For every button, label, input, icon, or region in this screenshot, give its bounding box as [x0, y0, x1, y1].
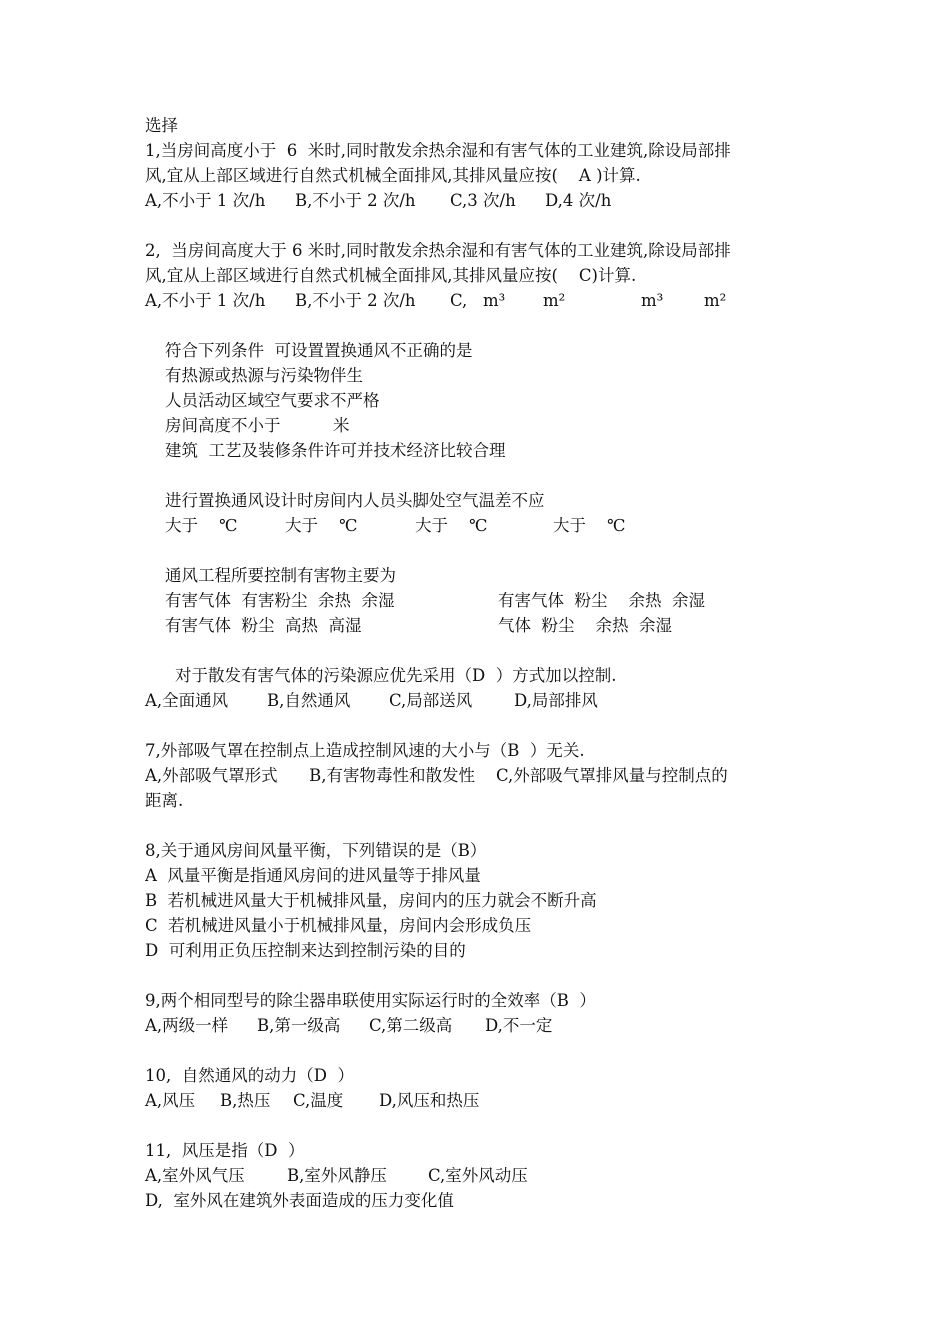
q2-option-a: A,不小于 1 次/h [145, 291, 266, 310]
q11-option-a: A,室外风气压 [145, 1166, 245, 1185]
q1-stem-line1: 1,当房间高度小于 6 米时,同时散发余热余湿和有害气体的工业建筑,除设局部排 [145, 141, 731, 160]
q3-item: 建筑 工艺及装修条件许可并技术经济比较合理 [165, 441, 506, 460]
q4-option: 大于 ℃ [285, 516, 358, 535]
q2-option-b: B,不小于 2 次/h [295, 291, 416, 310]
q11-option-b: B,室外风静压 [287, 1166, 387, 1185]
q7-options-line: 距离. [145, 791, 184, 810]
q1-stem-line2: 风,宜从上部区域进行自然式机械全面排风,其排风量应按( A )计算. [145, 166, 641, 185]
q9-options [145, 1013, 810, 1038]
q5-option: 气体 粉尘 余热 余湿 [498, 616, 672, 635]
q6-stem: 对于散发有害气体的污染源应优先采用（D ）方式加以控制. [175, 666, 617, 685]
q6-option-d: D,局部排风 [514, 691, 598, 710]
q8-stem: 8,关于通风房间风量平衡，下列错误的是（B） [145, 841, 487, 860]
q9-stem: 9,两个相同型号的除尘器串联使用实际运行时的全效率（B ） [145, 991, 596, 1010]
q2-unit-2: m³ [641, 291, 664, 310]
q4-option: 大于 ℃ [415, 516, 488, 535]
q10-option-a: A,风压 [145, 1091, 196, 1110]
q11-option-c: C,室外风动压 [428, 1166, 528, 1185]
q8-option-c: C 若机械进风量小于机械排风量，房间内会形成负压 [145, 916, 532, 935]
q6-option-c: C,局部送风 [389, 691, 473, 710]
q2-unit-1: m² [543, 291, 566, 310]
q5-options-row2 [145, 613, 810, 638]
q6-option-a: A,全面通风 [145, 691, 229, 710]
q4-stem: 进行置换通风设计时房间内人员头脚处空气温差不应 [165, 491, 545, 510]
q7-options-line: A,外部吸气罩形式 B,有害物毒性和散发性 C,外部吸气罩排风量与控制点的 [145, 766, 728, 785]
q9-option-d: D,不一定 [485, 1016, 553, 1035]
q5-stem: 通风工程所要控制有害物主要为 [165, 566, 396, 585]
q8-option-a: A 风量平衡是指通风房间的进风量等于排风量 [145, 866, 481, 885]
q1-option-c: C,3 次/h [450, 191, 516, 210]
q5-options-row1 [145, 588, 810, 613]
q4-option: 大于 ℃ [165, 516, 238, 535]
q11-stem: 11, 风压是指（D ） [145, 1141, 305, 1160]
q10-option-d: D,风压和热压 [379, 1091, 480, 1110]
q6-options [145, 688, 810, 713]
document-body [145, 113, 810, 1213]
q1-option-a: A,不小于 1 次/h [145, 191, 266, 210]
q9-option-a: A,两级一样 [145, 1016, 229, 1035]
section-heading: 选择 [145, 116, 178, 135]
q10-options [145, 1088, 810, 1113]
q2-options [145, 288, 810, 313]
q7-stem: 7,外部吸气罩在控制点上造成控制风速的大小与（B ）无关. [145, 741, 585, 760]
q6-option-b: B,自然通风 [267, 691, 351, 710]
q4-option: 大于 ℃ [553, 516, 626, 535]
q3-item: 人员活动区域空气要求不严格 [165, 391, 380, 410]
q10-option-c: C,温度 [293, 1091, 344, 1110]
q2-stem-line2: 风,宜从上部区域进行自然式机械全面排风,其排风量应按( C)计算. [145, 266, 637, 285]
q10-option-b: B,热压 [220, 1091, 271, 1110]
q5-option: 有害气体 粉尘 高热 高湿 [165, 616, 362, 635]
q5-option: 有害气体 有害粉尘 余热 余湿 [165, 591, 395, 610]
q8-option-b: B 若机械进风量大于机械排风量，房间内的压力就会不断升高 [145, 891, 597, 910]
q9-option-c: C,第二级高 [369, 1016, 453, 1035]
q2-option-c: C, m³ [450, 291, 506, 310]
q4-options [145, 513, 810, 538]
q9-option-b: B,第一级高 [257, 1016, 341, 1035]
q11-options [145, 1163, 810, 1188]
q10-stem: 10, 自然通风的动力（D ） [145, 1066, 354, 1085]
q11-option-d: D, 室外风在建筑外表面造成的压力变化值 [145, 1191, 454, 1210]
q3-stem: 符合下列条件 可设置置换通风不正确的是 [165, 341, 473, 360]
q3-item: 有热源或热源与污染物伴生 [165, 366, 363, 385]
q1-options [145, 188, 810, 213]
q2-stem-line1: 2, 当房间高度大于 6 米时,同时散发余热余湿和有害气体的工业建筑,除设局部排 [145, 241, 731, 260]
q1-option-b: B,不小于 2 次/h [295, 191, 416, 210]
q2-unit-3: m² [704, 291, 727, 310]
q5-option: 有害气体 粉尘 余热 余湿 [498, 591, 705, 610]
q3-item: 房间高度不小于 米 [165, 416, 350, 435]
q8-option-d: D 可利用正负压控制来达到控制污染的目的 [145, 941, 466, 960]
q1-option-d: D,4 次/h [545, 191, 612, 210]
